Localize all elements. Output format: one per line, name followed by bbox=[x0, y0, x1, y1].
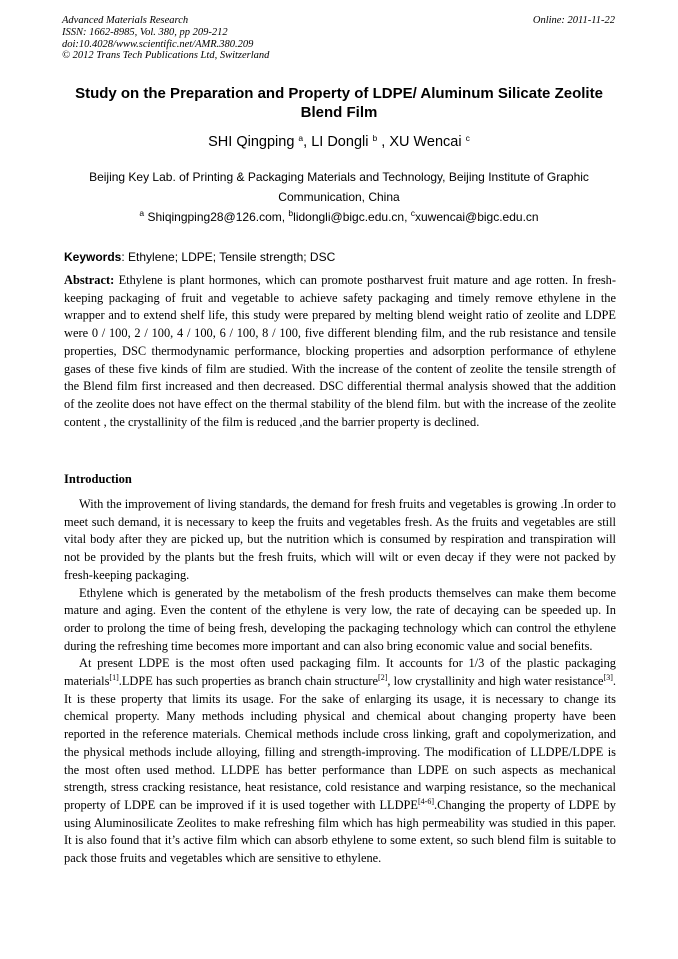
author-name: XU Wencai bbox=[389, 134, 462, 150]
affiliation: Beijing Key Lab. of Printing & Packaging Materials and Technology, Beijing Institute of Graphic Communication, China bbox=[89, 170, 589, 204]
author-separator: , bbox=[377, 134, 390, 150]
online-date: Online: 2011-11-22 bbox=[532, 15, 615, 26]
author-separator: , bbox=[303, 134, 312, 150]
abstract-label: Abstract: bbox=[64, 273, 115, 287]
citation-ref: [1] bbox=[109, 673, 119, 683]
journal-header bbox=[62, 15, 269, 62]
introduction-body bbox=[64, 496, 616, 868]
email-mark: a bbox=[139, 208, 145, 218]
citation-ref: [3] bbox=[603, 673, 613, 683]
author-name: LI Dongli bbox=[311, 134, 369, 150]
keywords bbox=[64, 249, 335, 265]
author-list bbox=[60, 134, 618, 151]
email-address[interactable]: xuwencai@bigc.edu.cn bbox=[415, 210, 539, 224]
intro-paragraph-2: Ethylene which is generated by the metabolism of the fresh products themselves can make them become mature and aging. Even the content of the ethylene is very low, the rate of decaying can be speeded up. In order to prolong the time of being fresh, developing the packaging technology which can control the ethylene during the refreshing time becomes more important and can also bring economic value and social benefits. bbox=[64, 585, 616, 653]
paragraph-text: , low crystallinity and high water resistance bbox=[387, 674, 604, 689]
email-mark: c bbox=[410, 208, 415, 218]
email-address[interactable]: Shiqingping28@126.com bbox=[147, 210, 282, 224]
author-mark: b bbox=[372, 133, 378, 143]
email-mark: b bbox=[288, 208, 294, 218]
paragraph-text: At present LDPE is the most often used packaging film. It accounts for 1/3 of the plastic packaging materials bbox=[64, 656, 616, 689]
intro-paragraph-1: With the improvement of living standards, the demand for fresh fruits and vegetables is growing .In order to meet such demand, it is necessary to keep the fruits and vegetables fresh. As the fruits and vegetables are still vital body after they are picked up, but the nutrition which is consumed by respiration and transpiration will not be provided by the plants but the fresh fruits, which will wilt or even decay if they were not packed by fresh-keeping packaging. bbox=[64, 497, 616, 582]
paragraph-text: .Changing the property of LDPE by using Aluminosilicate Zeolites to make refreshing film which has high permeability was studied in this paper. It is also found that it’s active film which can absorb ethylene to some extent, so such blend film is suitable to pack those fruits and vegetables which are sensitive to ethylene. bbox=[64, 797, 616, 866]
abstract bbox=[64, 272, 616, 431]
copyright-line: © 2012 Trans Tech Publications Ltd, Switzerland bbox=[62, 50, 270, 62]
paragraph-text: . It is these property that limits its usage. For the sake of enlarging its usage, it is necessary to change its chemical property. Many methods including physical and chemical about changing property have been reported in the reference materials. Chemical methods include cross linking, graft and copolymerization, and the physical methods include alloying, filling and strength-improving. The modification of LLDPE/LDPE is the most often used method. LLDPE has better performance than LDPE on such aspects as mechanical strength, stress cracking resistance, heat resistance, cold resistance and warping resistance, so the mechanical property of LDPE can be improved if it is used together with LLDPE bbox=[64, 674, 616, 812]
author-mark: c bbox=[465, 133, 470, 143]
email-address[interactable]: lidongli@bigc.edu.cn bbox=[293, 210, 405, 224]
introduction-heading: Introduction bbox=[64, 472, 132, 486]
paragraph-text: .LDPE has such properties as branch chain structure bbox=[118, 674, 379, 689]
author-name: SHI Qingping bbox=[208, 134, 295, 150]
abstract-text: Ethylene is plant hormones, which can promote postharvest fruit mature and age rotten. In fresh-keeping packaging of fruit and vegetable to achieve safety packaging and timely remove ethylene in the wrapper and to extend shelf life, this study were prepared by melting blend weight ratio of zeolite and LDPE were 0 / 100, 2 / 100, 4 / 100, 6 / 100, 8 / 100, five different blending film, and the rub resistance and tensile properties, DSC thermodynamic performance, blocking properties and adsorption performance of ethylene gases of these five kinds of film are studied. With the increase of the content of zeolite the tensile strength of the Blend film first increased and then decreased. DSC differential thermal analysis showed that the addition of the zeolite does not have effect on the thermal stability of the blend film. but with the increase of the zeolite content , the crystallinity of the film is reduced ,and the barrier property is declined. bbox=[64, 273, 616, 429]
email-separator: , bbox=[404, 210, 411, 224]
keywords-label: Keywords bbox=[64, 250, 122, 264]
keywords-text: : Ethylene; LDPE; Tensile strength; DSC bbox=[121, 250, 336, 264]
intro-paragraph-3 bbox=[64, 655, 616, 867]
citation-ref: [4-6] bbox=[418, 796, 434, 806]
paper-title: Study on the Preparation and Property of LDPE/ Aluminum Silicate Zeolite Blend Film bbox=[75, 85, 603, 121]
email-list bbox=[60, 209, 618, 225]
citation-ref: [2] bbox=[378, 673, 388, 683]
issn-line: ISSN: 1662-8985, Vol. 380, pp 209-212 bbox=[62, 26, 228, 38]
author-mark: a bbox=[298, 133, 304, 143]
email-separator: , bbox=[281, 210, 289, 224]
journal-name: Advanced Materials Research bbox=[62, 15, 189, 26]
doi-line: doi:10.4028/www.scientific.net/AMR.380.209 bbox=[62, 38, 254, 50]
